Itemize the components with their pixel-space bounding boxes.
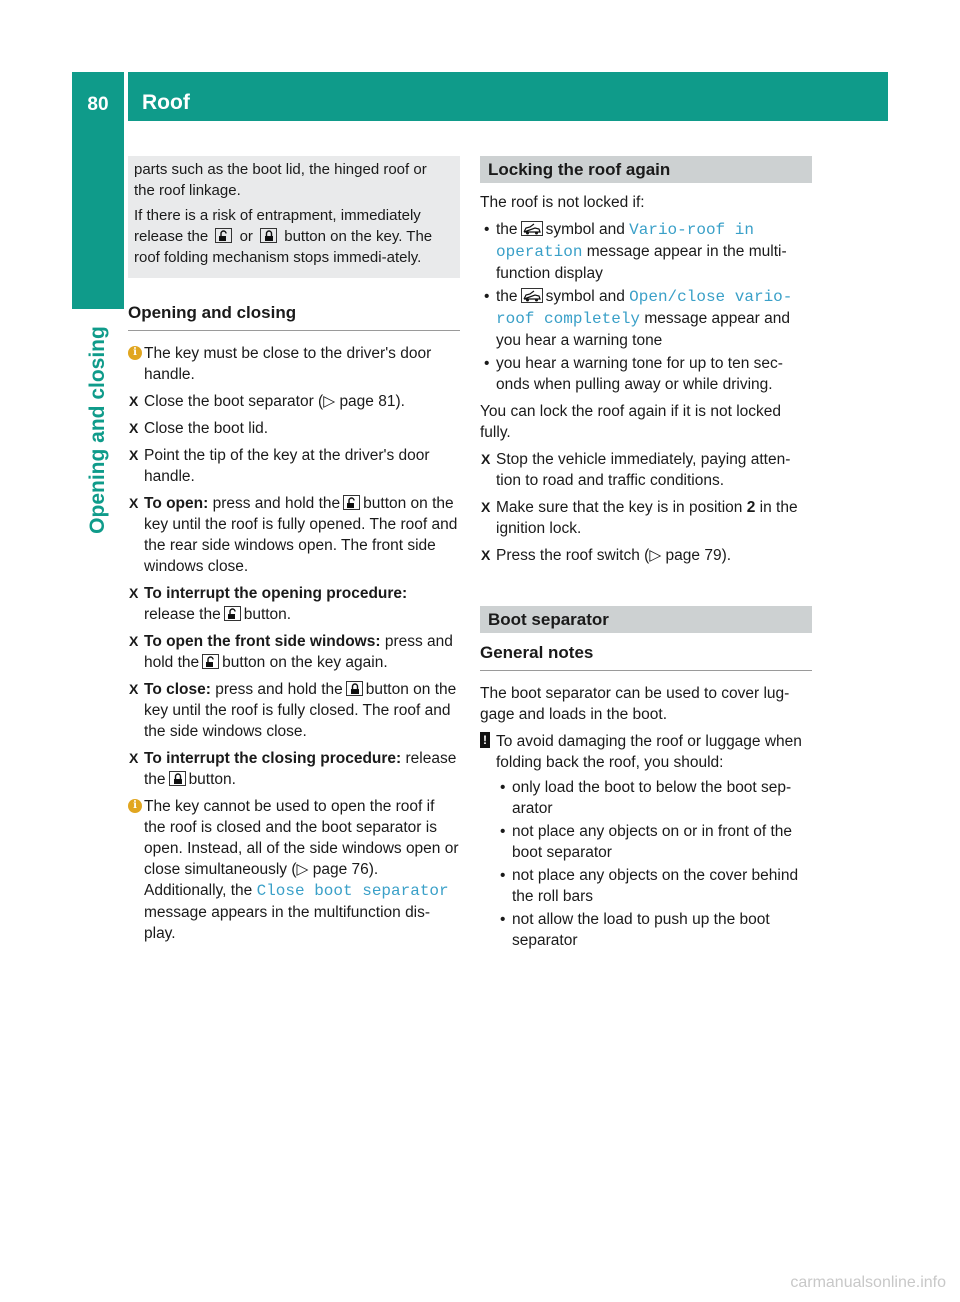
display-message: Open/close vario-roof completely <box>496 288 793 328</box>
paragraph: You can lock the roof again if it is not locked fully. <box>480 403 782 441</box>
step-arrow-icon: X <box>129 585 139 601</box>
display-message: Close boot separator <box>256 882 449 900</box>
list-item: • not place any objects on or in front of the boot separator <box>496 821 812 863</box>
info-note: i The key must be close to the driver's door handle. <box>128 343 460 385</box>
boot-separator-heading: Boot separator <box>480 606 812 633</box>
lock-key-icon <box>169 771 186 786</box>
step-arrow-icon: X <box>129 750 139 766</box>
step-arrow-icon: X <box>481 451 491 467</box>
unlock-key-icon <box>202 654 219 669</box>
unlock-key-icon <box>224 606 241 621</box>
step-item: X To interrupt the opening procedure: release the button. <box>129 585 408 623</box>
locking-roof-heading: Locking the roof again <box>480 156 812 183</box>
page-number: 80 <box>87 94 109 115</box>
side-tab-label <box>76 312 120 548</box>
info-icon: i <box>128 346 142 360</box>
step-arrow-icon: X <box>481 547 491 563</box>
step-item: X To open the front side windows: press and hold the button on the key again. <box>129 633 453 671</box>
step-arrow-icon: X <box>129 420 139 436</box>
note-paragraph: If there is a risk of entrapment, immediately release the or button on the key. The roof folding mechanism stops immedi-ately. <box>134 207 433 266</box>
warning-icon: ! <box>480 732 490 748</box>
side-tab-block <box>72 121 124 309</box>
unlock-key-icon <box>215 228 232 243</box>
list-item: • you hear a warning tone for up to ten sec-onds when pulling away or while driving. <box>480 353 812 395</box>
caution-note-box <box>128 156 460 278</box>
step-arrow-icon: X <box>129 495 139 511</box>
header-divider <box>124 72 128 121</box>
list-item: • the symbol and Vario-roof in operation message appear in the multi-function display <box>480 219 812 284</box>
side-tab-text: Opening and closing <box>86 326 109 534</box>
paragraph: The roof is not locked if: <box>480 194 645 211</box>
step-arrow-icon: X <box>129 633 139 649</box>
step-arrow-icon: X <box>129 681 139 697</box>
step-item: X Close the boot separator (▷ page 81). <box>129 393 405 410</box>
lock-key-icon <box>346 681 363 696</box>
step-arrow-icon: X <box>481 499 491 515</box>
watermark: carmanualsonline.info <box>790 1274 946 1291</box>
page-header <box>72 72 888 121</box>
section-title: Roof <box>142 91 190 114</box>
info-note: i The key cannot be used to open the roof if the roof is closed and the boot separator is open. Instead, all of the side windows open or close simultaneously (▷ page 76). Additionally, the Close boot separator message appears in the multifunction dis-play. <box>128 796 460 944</box>
warning-note: ! To avoid damaging the roof or luggage when folding back the roof, you should: <box>480 731 812 773</box>
list-item: • not allow the load to push up the boot separator <box>496 909 812 951</box>
vario-roof-car-icon <box>521 221 543 236</box>
step-item: X Point the tip of the key at the driver's door handle. <box>129 447 430 485</box>
right-column <box>480 156 812 953</box>
step-item: X To open: press and hold the button on the key until the roof is fully opened. The roof and the rear side windows open. The front side windows close. <box>129 495 458 575</box>
step-arrow-icon: X <box>129 447 139 463</box>
step-item: X To close: press and hold the button on the key until the roof is fully closed. The roof and the side windows close. <box>129 681 457 740</box>
left-column <box>128 156 460 950</box>
list-item: • the symbol and Open/close vario-roof completely message appear and you hear a warning tone <box>480 286 812 351</box>
unlock-key-icon <box>343 495 360 510</box>
display-message: Vario-roof in operation <box>496 221 754 261</box>
step-arrow-icon: X <box>129 393 139 409</box>
warning-list <box>480 777 812 951</box>
step-item: X To interrupt the closing procedure: release the button. <box>129 750 457 788</box>
step-item: X Close the boot lid. <box>129 420 269 437</box>
list-item: • not place any objects on the cover behind the roll bars <box>496 865 812 907</box>
step-item: X Make sure that the key is in position 2 in the ignition lock. <box>481 499 798 537</box>
step-item: X Stop the vehicle immediately, paying atten-tion to road and traffic conditions. <box>481 451 791 489</box>
vario-roof-car-icon <box>521 288 543 303</box>
paragraph: The boot separator can be used to cover lug-gage and loads in the boot. <box>480 685 790 723</box>
list-item: • only load the boot to below the boot sep-arator <box>496 777 812 819</box>
opening-closing-heading: Opening and closing <box>128 302 460 331</box>
lock-key-icon <box>260 228 277 243</box>
step-item: X Press the roof switch (▷ page 79). <box>481 547 732 564</box>
note-paragraph: parts such as the boot lid, the hinged roof or the roof linkage. <box>134 161 427 199</box>
general-notes-heading: General notes <box>480 642 812 671</box>
info-icon: i <box>128 799 142 813</box>
